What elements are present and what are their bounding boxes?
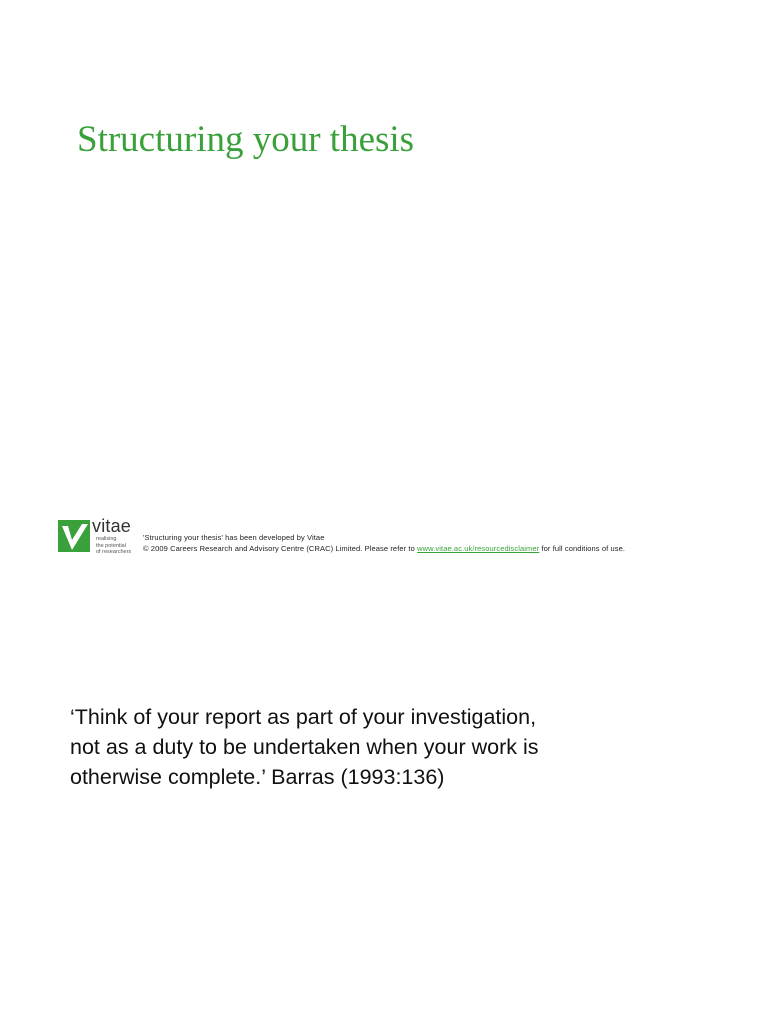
legal-line-2-suffix: for full conditions of use. — [539, 544, 626, 553]
logo-wordmark: vitae — [92, 516, 132, 536]
vitae-logo — [58, 516, 143, 559]
footer-credits — [40, 505, 740, 571]
logo-tagline-line: the potential — [96, 542, 126, 549]
legal-line-2-prefix: © 2009 Careers Research and Advisory Centre (CRAC) Limited. Please refer to — [143, 544, 418, 553]
quote-line: ‘Think of your report as part of your investigation, — [70, 705, 537, 729]
page-title: Structuring your thesis — [77, 119, 415, 160]
quote-block — [70, 702, 670, 792]
vitae-logo-icon — [58, 520, 90, 552]
quote-line: not as a duty to be undertaken when your work is — [70, 735, 539, 759]
logo-tagline-line: of researchers — [96, 549, 132, 555]
logo-tagline — [96, 536, 131, 556]
disclaimer-link[interactable]: www.vitae.ac.uk/resourcedisclaimer — [417, 544, 540, 553]
legal-line-1: 'Structuring your thesis' has been developed by Vitae — [143, 533, 325, 542]
quote-line: otherwise complete.’ Barras (1993:136) — [70, 765, 445, 789]
legal-line-2 — [143, 543, 625, 554]
legal-notice — [143, 532, 625, 554]
logo-tagline-line: realising — [96, 536, 117, 542]
